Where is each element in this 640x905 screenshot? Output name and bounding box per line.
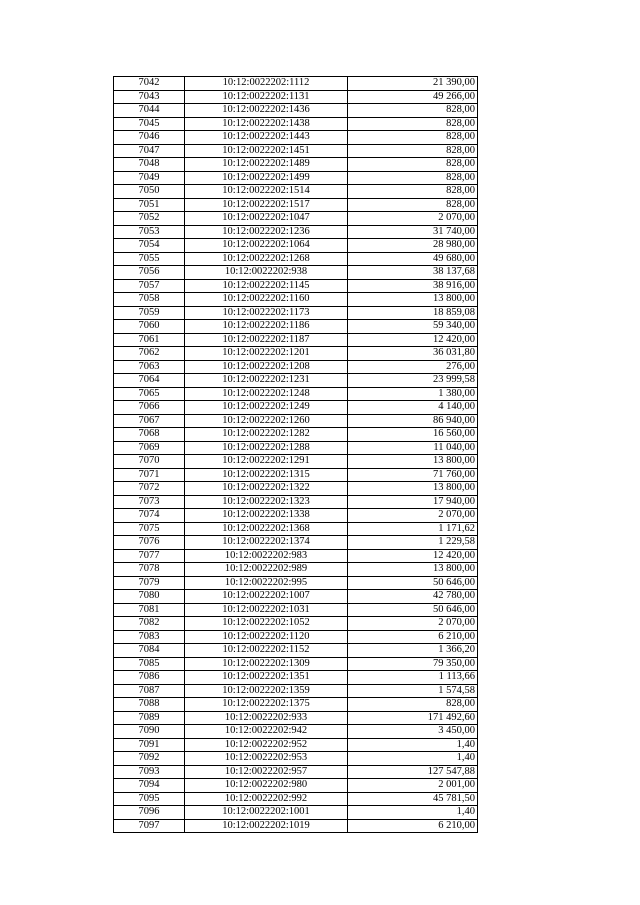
value-cell: 1,40	[348, 738, 478, 752]
table-row	[114, 131, 478, 145]
row-number-cell: 7065	[114, 387, 185, 401]
table-row	[114, 171, 478, 185]
table-row	[114, 414, 478, 428]
value-cell: 28 980,00	[348, 239, 478, 253]
cadastral-number-cell: 10:12:0022202:983	[185, 549, 348, 563]
table-row	[114, 536, 478, 550]
row-number-cell: 7070	[114, 455, 185, 469]
cadastral-number-cell: 10:12:0022202:938	[185, 266, 348, 280]
value-cell: 127 547,88	[348, 765, 478, 779]
row-number-cell: 7051	[114, 198, 185, 212]
value-cell: 828,00	[348, 158, 478, 172]
cadastral-number-cell: 10:12:0022202:1260	[185, 414, 348, 428]
table-row	[114, 563, 478, 577]
row-number-cell: 7054	[114, 239, 185, 253]
table-row	[114, 698, 478, 712]
table-row	[114, 104, 478, 118]
value-cell: 6 210,00	[348, 819, 478, 833]
value-cell: 23 999,58	[348, 374, 478, 388]
row-number-cell: 7079	[114, 576, 185, 590]
cadastral-number-cell: 10:12:0022202:1019	[185, 819, 348, 833]
cadastral-number-cell: 10:12:0022202:1031	[185, 603, 348, 617]
row-number-cell: 7043	[114, 90, 185, 104]
row-number-cell: 7068	[114, 428, 185, 442]
value-cell: 828,00	[348, 185, 478, 199]
row-number-cell: 7092	[114, 752, 185, 766]
value-cell: 1 229,58	[348, 536, 478, 550]
value-cell: 828,00	[348, 698, 478, 712]
table-row	[114, 765, 478, 779]
value-cell: 42 780,00	[348, 590, 478, 604]
value-cell: 13 800,00	[348, 293, 478, 307]
value-cell: 1 380,00	[348, 387, 478, 401]
value-cell: 13 800,00	[348, 563, 478, 577]
table-row	[114, 711, 478, 725]
table-row	[114, 509, 478, 523]
row-number-cell: 7067	[114, 414, 185, 428]
cadastral-number-cell: 10:12:0022202:1288	[185, 441, 348, 455]
cadastral-number-cell: 10:12:0022202:1338	[185, 509, 348, 523]
value-cell: 38 916,00	[348, 279, 478, 293]
cadastral-number-cell: 10:12:0022202:1323	[185, 495, 348, 509]
value-cell: 11 040,00	[348, 441, 478, 455]
value-cell: 1,40	[348, 806, 478, 820]
table-row	[114, 185, 478, 199]
table-row	[114, 455, 478, 469]
row-number-cell: 7087	[114, 684, 185, 698]
table-row	[114, 428, 478, 442]
table-row	[114, 752, 478, 766]
value-cell: 49 266,00	[348, 90, 478, 104]
value-cell: 36 031,80	[348, 347, 478, 361]
row-number-cell: 7057	[114, 279, 185, 293]
cadastral-number-cell: 10:12:0022202:1249	[185, 401, 348, 415]
row-number-cell: 7095	[114, 792, 185, 806]
table-row	[114, 482, 478, 496]
table-row	[114, 360, 478, 374]
row-number-cell: 7089	[114, 711, 185, 725]
value-cell: 6 210,00	[348, 630, 478, 644]
row-number-cell: 7044	[114, 104, 185, 118]
cadastral-number-cell: 10:12:0022202:1351	[185, 671, 348, 685]
row-number-cell: 7047	[114, 144, 185, 158]
table-row	[114, 657, 478, 671]
value-cell: 12 420,00	[348, 549, 478, 563]
table-row	[114, 468, 478, 482]
cadastral-number-cell: 10:12:0022202:952	[185, 738, 348, 752]
table-row	[114, 239, 478, 253]
row-number-cell: 7084	[114, 644, 185, 658]
registry-table-body	[114, 77, 478, 833]
table-row	[114, 333, 478, 347]
value-cell: 86 940,00	[348, 414, 478, 428]
registry-table	[113, 76, 478, 833]
value-cell: 2 070,00	[348, 509, 478, 523]
cadastral-number-cell: 10:12:0022202:995	[185, 576, 348, 590]
value-cell: 828,00	[348, 144, 478, 158]
row-number-cell: 7076	[114, 536, 185, 550]
cadastral-number-cell: 10:12:0022202:1309	[185, 657, 348, 671]
table-row	[114, 792, 478, 806]
table-row	[114, 198, 478, 212]
row-number-cell: 7060	[114, 320, 185, 334]
value-cell: 828,00	[348, 104, 478, 118]
value-cell: 1,40	[348, 752, 478, 766]
row-number-cell: 7058	[114, 293, 185, 307]
cadastral-number-cell: 10:12:0022202:1248	[185, 387, 348, 401]
value-cell: 1 171,62	[348, 522, 478, 536]
cadastral-number-cell: 10:12:0022202:1001	[185, 806, 348, 820]
value-cell: 13 800,00	[348, 482, 478, 496]
cadastral-number-cell: 10:12:0022202:1368	[185, 522, 348, 536]
table-row	[114, 90, 478, 104]
table-row	[114, 387, 478, 401]
table-row	[114, 644, 478, 658]
value-cell: 38 137,68	[348, 266, 478, 280]
cadastral-number-cell: 10:12:0022202:1451	[185, 144, 348, 158]
cadastral-number-cell: 10:12:0022202:933	[185, 711, 348, 725]
value-cell: 828,00	[348, 171, 478, 185]
table-row	[114, 806, 478, 820]
cadastral-number-cell: 10:12:0022202:1374	[185, 536, 348, 550]
value-cell: 276,00	[348, 360, 478, 374]
table-row	[114, 576, 478, 590]
row-number-cell: 7056	[114, 266, 185, 280]
cadastral-number-cell: 10:12:0022202:1322	[185, 482, 348, 496]
cadastral-number-cell: 10:12:0022202:1291	[185, 455, 348, 469]
table-row	[114, 77, 478, 91]
cadastral-number-cell: 10:12:0022202:1186	[185, 320, 348, 334]
cadastral-number-cell: 10:12:0022202:1436	[185, 104, 348, 118]
row-number-cell: 7090	[114, 725, 185, 739]
row-number-cell: 7096	[114, 806, 185, 820]
row-number-cell: 7091	[114, 738, 185, 752]
table-row	[114, 347, 478, 361]
table-row	[114, 279, 478, 293]
table-row	[114, 590, 478, 604]
value-cell: 12 420,00	[348, 333, 478, 347]
cadastral-number-cell: 10:12:0022202:1375	[185, 698, 348, 712]
cadastral-number-cell: 10:12:0022202:1282	[185, 428, 348, 442]
table-row	[114, 549, 478, 563]
table-row	[114, 819, 478, 833]
row-number-cell: 7059	[114, 306, 185, 320]
row-number-cell: 7050	[114, 185, 185, 199]
value-cell: 3 450,00	[348, 725, 478, 739]
value-cell: 1 366,20	[348, 644, 478, 658]
row-number-cell: 7078	[114, 563, 185, 577]
table-row	[114, 401, 478, 415]
cadastral-number-cell: 10:12:0022202:942	[185, 725, 348, 739]
cadastral-number-cell: 10:12:0022202:980	[185, 779, 348, 793]
row-number-cell: 7071	[114, 468, 185, 482]
row-number-cell: 7086	[114, 671, 185, 685]
table-row	[114, 293, 478, 307]
cadastral-number-cell: 10:12:0022202:1231	[185, 374, 348, 388]
cadastral-number-cell: 10:12:0022202:1120	[185, 630, 348, 644]
cadastral-number-cell: 10:12:0022202:1443	[185, 131, 348, 145]
table-row	[114, 684, 478, 698]
table-row	[114, 306, 478, 320]
value-cell: 18 859,08	[348, 306, 478, 320]
table-row	[114, 617, 478, 631]
cadastral-number-cell: 10:12:0022202:1489	[185, 158, 348, 172]
value-cell: 4 140,00	[348, 401, 478, 415]
row-number-cell: 7093	[114, 765, 185, 779]
cadastral-number-cell: 10:12:0022202:1112	[185, 77, 348, 91]
table-row	[114, 522, 478, 536]
table-row	[114, 117, 478, 131]
cadastral-number-cell: 10:12:0022202:1201	[185, 347, 348, 361]
cadastral-number-cell: 10:12:0022202:1052	[185, 617, 348, 631]
table-row	[114, 495, 478, 509]
value-cell: 50 646,00	[348, 603, 478, 617]
row-number-cell: 7062	[114, 347, 185, 361]
value-cell: 71 760,00	[348, 468, 478, 482]
cadastral-number-cell: 10:12:0022202:1315	[185, 468, 348, 482]
value-cell: 13 800,00	[348, 455, 478, 469]
value-cell: 1 113,66	[348, 671, 478, 685]
table-row	[114, 212, 478, 226]
cadastral-number-cell: 10:12:0022202:992	[185, 792, 348, 806]
row-number-cell: 7073	[114, 495, 185, 509]
cadastral-number-cell: 10:12:0022202:1517	[185, 198, 348, 212]
table-row	[114, 671, 478, 685]
cadastral-number-cell: 10:12:0022202:1236	[185, 225, 348, 239]
row-number-cell: 7080	[114, 590, 185, 604]
row-number-cell: 7049	[114, 171, 185, 185]
table-row	[114, 630, 478, 644]
row-number-cell: 7083	[114, 630, 185, 644]
table-row	[114, 374, 478, 388]
row-number-cell: 7061	[114, 333, 185, 347]
value-cell: 2 001,00	[348, 779, 478, 793]
value-cell: 21 390,00	[348, 77, 478, 91]
table-row	[114, 158, 478, 172]
table-row	[114, 225, 478, 239]
cadastral-number-cell: 10:12:0022202:1131	[185, 90, 348, 104]
table-row	[114, 603, 478, 617]
cadastral-number-cell: 10:12:0022202:1145	[185, 279, 348, 293]
cadastral-number-cell: 10:12:0022202:1359	[185, 684, 348, 698]
value-cell: 50 646,00	[348, 576, 478, 590]
table-row	[114, 738, 478, 752]
cadastral-number-cell: 10:12:0022202:957	[185, 765, 348, 779]
row-number-cell: 7074	[114, 509, 185, 523]
value-cell: 17 940,00	[348, 495, 478, 509]
value-cell: 16 560,00	[348, 428, 478, 442]
row-number-cell: 7046	[114, 131, 185, 145]
row-number-cell: 7081	[114, 603, 185, 617]
cadastral-number-cell: 10:12:0022202:1047	[185, 212, 348, 226]
table-row	[114, 144, 478, 158]
value-cell: 2 070,00	[348, 617, 478, 631]
row-number-cell: 7085	[114, 657, 185, 671]
value-cell: 171 492,60	[348, 711, 478, 725]
cadastral-number-cell: 10:12:0022202:1152	[185, 644, 348, 658]
value-cell: 45 781,50	[348, 792, 478, 806]
row-number-cell: 7052	[114, 212, 185, 226]
row-number-cell: 7045	[114, 117, 185, 131]
cadastral-number-cell: 10:12:0022202:1208	[185, 360, 348, 374]
table-row	[114, 266, 478, 280]
cadastral-number-cell: 10:12:0022202:1499	[185, 171, 348, 185]
cadastral-number-cell: 10:12:0022202:1007	[185, 590, 348, 604]
row-number-cell: 7055	[114, 252, 185, 266]
value-cell: 59 340,00	[348, 320, 478, 334]
cadastral-number-cell: 10:12:0022202:1173	[185, 306, 348, 320]
table-row	[114, 252, 478, 266]
cadastral-number-cell: 10:12:0022202:1438	[185, 117, 348, 131]
row-number-cell: 7094	[114, 779, 185, 793]
cadastral-number-cell: 10:12:0022202:1514	[185, 185, 348, 199]
value-cell: 79 350,00	[348, 657, 478, 671]
row-number-cell: 7053	[114, 225, 185, 239]
value-cell: 49 680,00	[348, 252, 478, 266]
table-row	[114, 779, 478, 793]
value-cell: 828,00	[348, 198, 478, 212]
row-number-cell: 7097	[114, 819, 185, 833]
row-number-cell: 7082	[114, 617, 185, 631]
row-number-cell: 7069	[114, 441, 185, 455]
value-cell: 828,00	[348, 131, 478, 145]
row-number-cell: 7066	[114, 401, 185, 415]
value-cell: 828,00	[348, 117, 478, 131]
row-number-cell: 7064	[114, 374, 185, 388]
cadastral-number-cell: 10:12:0022202:1064	[185, 239, 348, 253]
cadastral-number-cell: 10:12:0022202:989	[185, 563, 348, 577]
row-number-cell: 7077	[114, 549, 185, 563]
row-number-cell: 7088	[114, 698, 185, 712]
cadastral-number-cell: 10:12:0022202:1160	[185, 293, 348, 307]
value-cell: 1 574,58	[348, 684, 478, 698]
row-number-cell: 7075	[114, 522, 185, 536]
row-number-cell: 7042	[114, 77, 185, 91]
row-number-cell: 7048	[114, 158, 185, 172]
table-row	[114, 725, 478, 739]
table-row	[114, 441, 478, 455]
cadastral-number-cell: 10:12:0022202:953	[185, 752, 348, 766]
row-number-cell: 7063	[114, 360, 185, 374]
cadastral-number-cell: 10:12:0022202:1268	[185, 252, 348, 266]
row-number-cell: 7072	[114, 482, 185, 496]
value-cell: 31 740,00	[348, 225, 478, 239]
value-cell: 2 070,00	[348, 212, 478, 226]
cadastral-number-cell: 10:12:0022202:1187	[185, 333, 348, 347]
table-row	[114, 320, 478, 334]
